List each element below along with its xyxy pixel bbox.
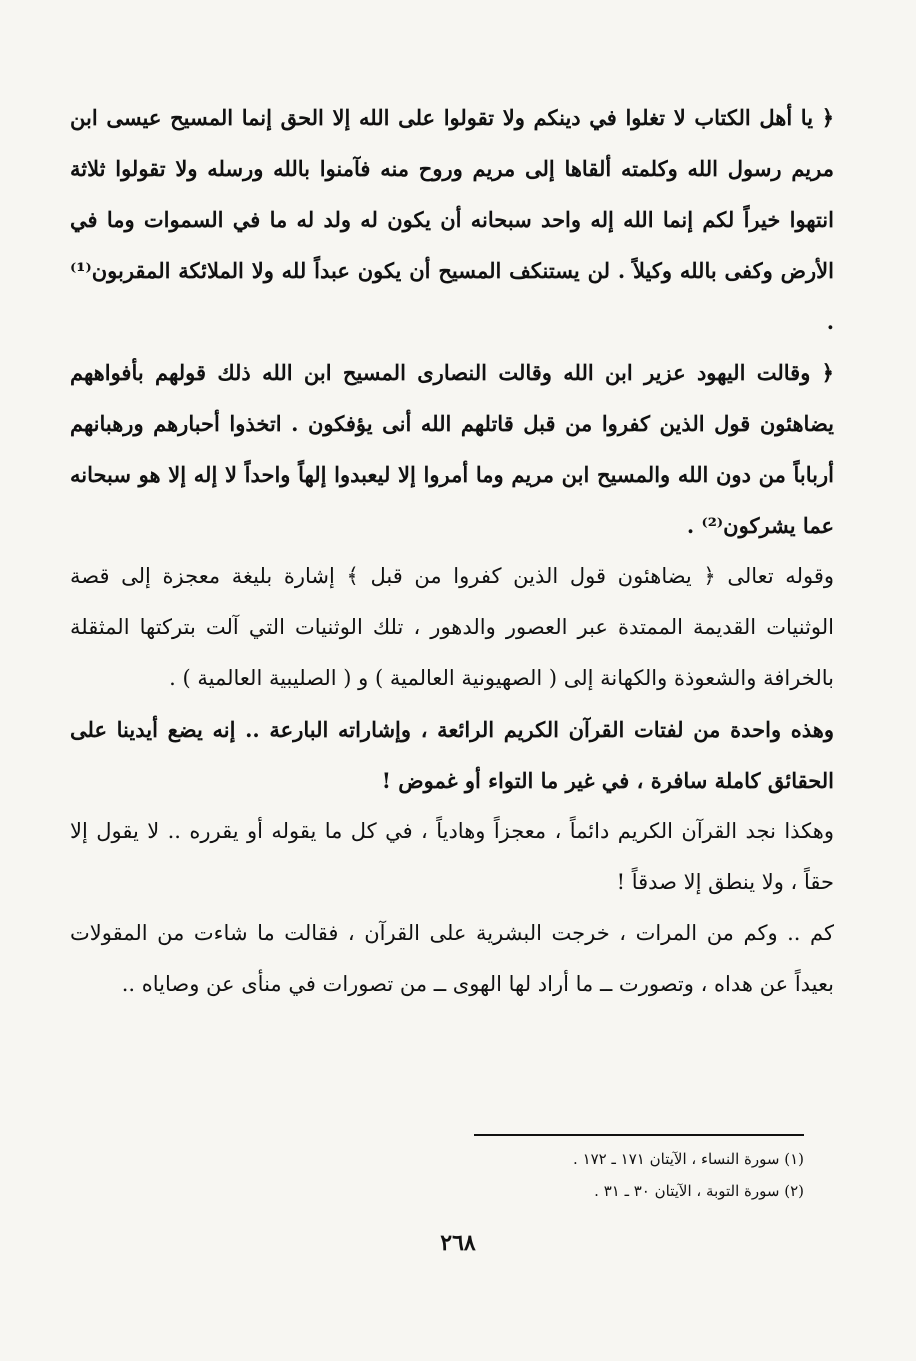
page-number: ٢٦٨ — [440, 1230, 476, 1256]
commentary-paragraph-3: وهكذا نجد القرآن الكريم دائماً ، معجزاً وهادياً ، في كل ما يقوله أو يقرره .. لا يقول إلا حقاً ، ولا ينطق إلا صدقاً ! — [70, 819, 834, 894]
commentary-paragraph-2: وهذه واحدة من لفتات القرآن الكريم الرائعة ، وإشاراته البارعة .. إنه يضع أيدينا على الحقائق كاملة سافرة ، في غير ما التواء أو غموض ! — [70, 717, 834, 793]
commentary-paragraph-4: كم .. وكم من المرات ، خرجت البشرية على القرآن ، فقالت ما شاءت من المقولات بعيداً عن هداه ، وتصورت ــ ما أراد لها الهوى ــ من تصورات في منأى عن وصاياه .. — [70, 921, 834, 996]
footnote-1: (١) سورة النساء ، الآيتان ١٧١ ـ ١٧٢ . — [573, 1150, 804, 1168]
main-text — [70, 92, 834, 1010]
footnote-divider — [474, 1134, 804, 1136]
quran-verse-paragraph-1: ﴿ يا أهل الكتاب لا تغلوا في دينكم ولا تقولوا على الله إلا الحق إنما المسيح عيسى ابن مريم رسول الله وكلمته ألقاها إلى مريم وروح منه فآمنوا بالله ورسله ولا تقولوا ثلاثة انتهوا خيراً لكم إنما الله إله واحد سبحانه أن يكون له ولد له ما في السموات وما في الأرض وكفى بالله وكيلاً . لن يستنكف المسيح أن يكون عبداً لله ولا الملائكة المقربون⁽¹⁾ . — [70, 105, 834, 334]
commentary-paragraph-1: وقوله تعالى ﴿ يضاهئون قول الذين كفروا من قبل ﴾ إشارة بليغة معجزة إلى قصة الوثنيات القديمة الممتدة عبر العصور والدهور ، تلك الوثنيات التي آلت بتركتها المثقلة بالخرافة والشعوذة والكهانة إلى ( الصهيونية العالمية ) و ( الصليبية العالمية ) . — [70, 564, 834, 690]
footnotes — [380, 1143, 804, 1207]
footnote-2: (٢) سورة التوبة ، الآيتان ٣٠ ـ ٣١ . — [594, 1182, 804, 1200]
quran-verse-paragraph-2: ﴿ وقالت اليهود عزير ابن الله وقالت النصارى المسيح ابن الله ذلك قولهم بأفواههم يضاهئون قول الذين كفروا من قبل قاتلهم الله أنى يؤفكون . اتخذوا أحبارهم ورهبانهم أرباباً من دون الله والمسيح ابن مريم وما أمروا إلا ليعبدوا إلهاً واحداً لا إله إلا هو سبحانه عما يشركون⁽²⁾ . — [70, 360, 834, 538]
